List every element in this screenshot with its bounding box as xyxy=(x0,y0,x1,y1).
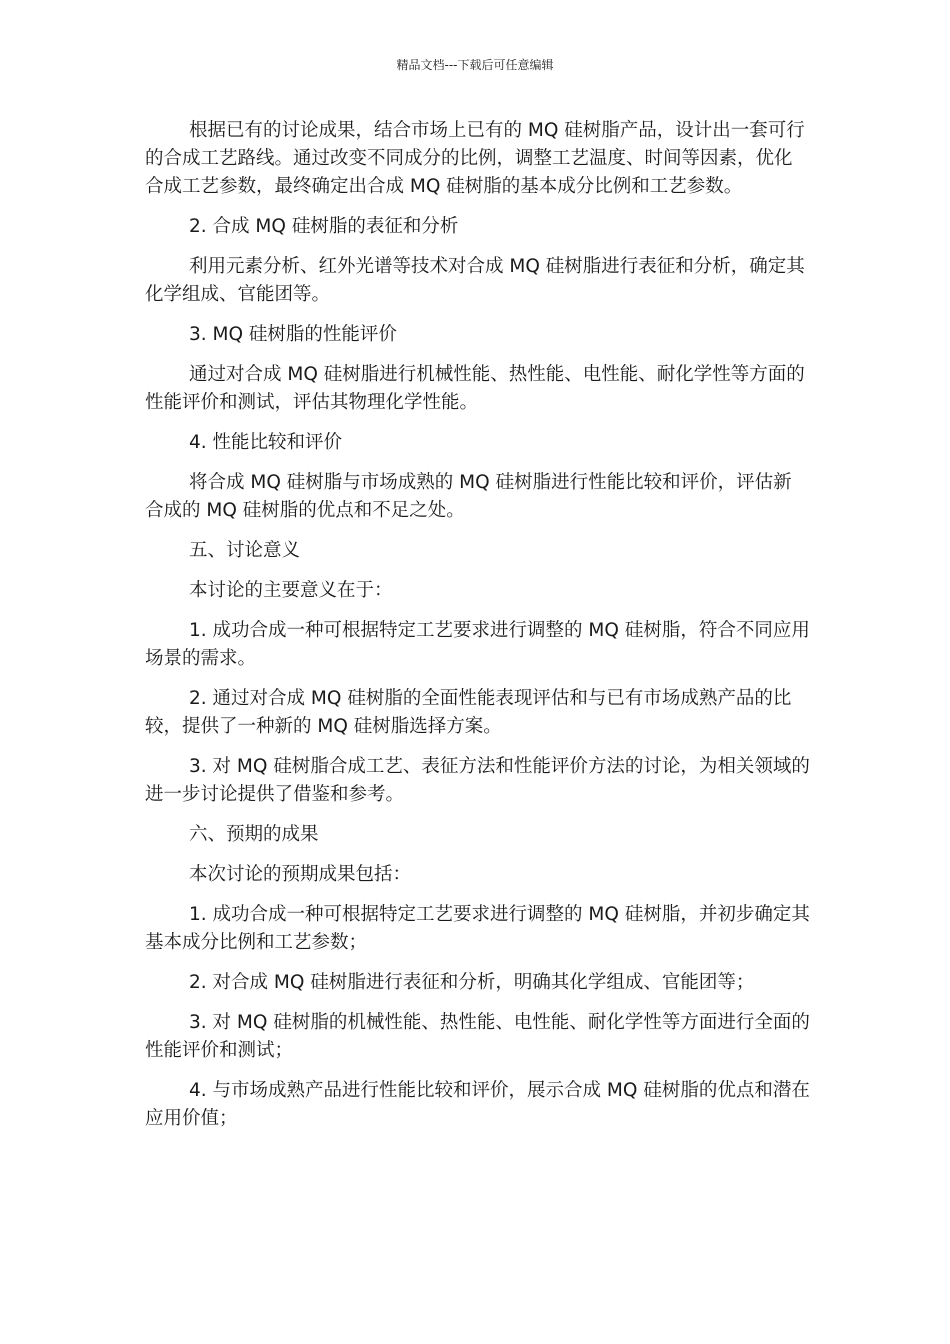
paragraph-significance-intro: 本讨论的主要意义在于： xyxy=(189,580,393,601)
list-item-expected-4: 4. 与市场成熟产品进行性能比较和评价，展示合成 MQ 硅树脂的优点和潜在应用价值； xyxy=(145,1080,810,1129)
paragraph-characterization: 利用元素分析、红外光谱等技术对合成 MQ 硅树脂进行表征和分析，确定其化学组成、官能团等。 xyxy=(145,256,805,305)
paragraph-synthesis-route: 根据已有的讨论成果，结合市场上已有的 MQ 硅树脂产品，设计出一套可行的合成工艺路线。通过改变不同成分的比例，调整工艺温度、时间等因素，优化合成工艺参数，最终确定出合成 MQ 硅树脂的基本成分比例和工艺参数。 xyxy=(145,120,805,197)
paragraph-comparison: 将合成 MQ 硅树脂与市场成熟的 MQ 硅树脂进行性能比较和评价，评估新合成的 MQ 硅树脂的优点和不足之处。 xyxy=(145,472,792,521)
section-heading-expected-results: 六、预期的成果 xyxy=(189,824,319,845)
paragraph-expected-results-intro: 本次讨论的预期成果包括： xyxy=(189,864,412,885)
heading-performance-evaluation: 3. MQ 硅树脂的性能评价 xyxy=(189,324,397,345)
list-item-significance-1: 1. 成功合成一种可根据特定工艺要求进行调整的 MQ 硅树脂，符合不同应用场景的需求。 xyxy=(145,620,810,669)
page-header: 精品文档---下载后可任意编辑 xyxy=(396,58,554,72)
list-item-expected-3: 3. 对 MQ 硅树脂的机械性能、热性能、电性能、耐化学性等方面进行全面的性能评价和测试； xyxy=(145,1012,810,1061)
list-item-expected-1: 1. 成功合成一种可根据特定工艺要求进行调整的 MQ 硅树脂，并初步确定其基本成分比例和工艺参数； xyxy=(145,904,810,953)
document-body xyxy=(145,117,810,1145)
heading-characterization: 2. 合成 MQ 硅树脂的表征和分析 xyxy=(189,216,459,237)
section-heading-significance: 五、讨论意义 xyxy=(189,540,301,561)
paragraph-performance-evaluation: 通过对合成 MQ 硅树脂进行机械性能、热性能、电性能、耐化学性等方面的性能评价和测试，评估其物理化学性能。 xyxy=(145,364,805,413)
list-item-expected-2: 2. 对合成 MQ 硅树脂进行表征和分析，明确其化学组成、官能团等； xyxy=(189,972,755,993)
list-item-significance-3: 3. 对 MQ 硅树脂合成工艺、表征方法和性能评价方法的讨论，为相关领域的进一步讨论提供了借鉴和参考。 xyxy=(145,756,810,805)
list-item-significance-2: 2. 通过对合成 MQ 硅树脂的全面性能表现评估和与已有市场成熟产品的比较，提供了一种新的 MQ 硅树脂选择方案。 xyxy=(145,688,792,737)
heading-comparison: 4. 性能比较和评价 xyxy=(189,432,343,453)
